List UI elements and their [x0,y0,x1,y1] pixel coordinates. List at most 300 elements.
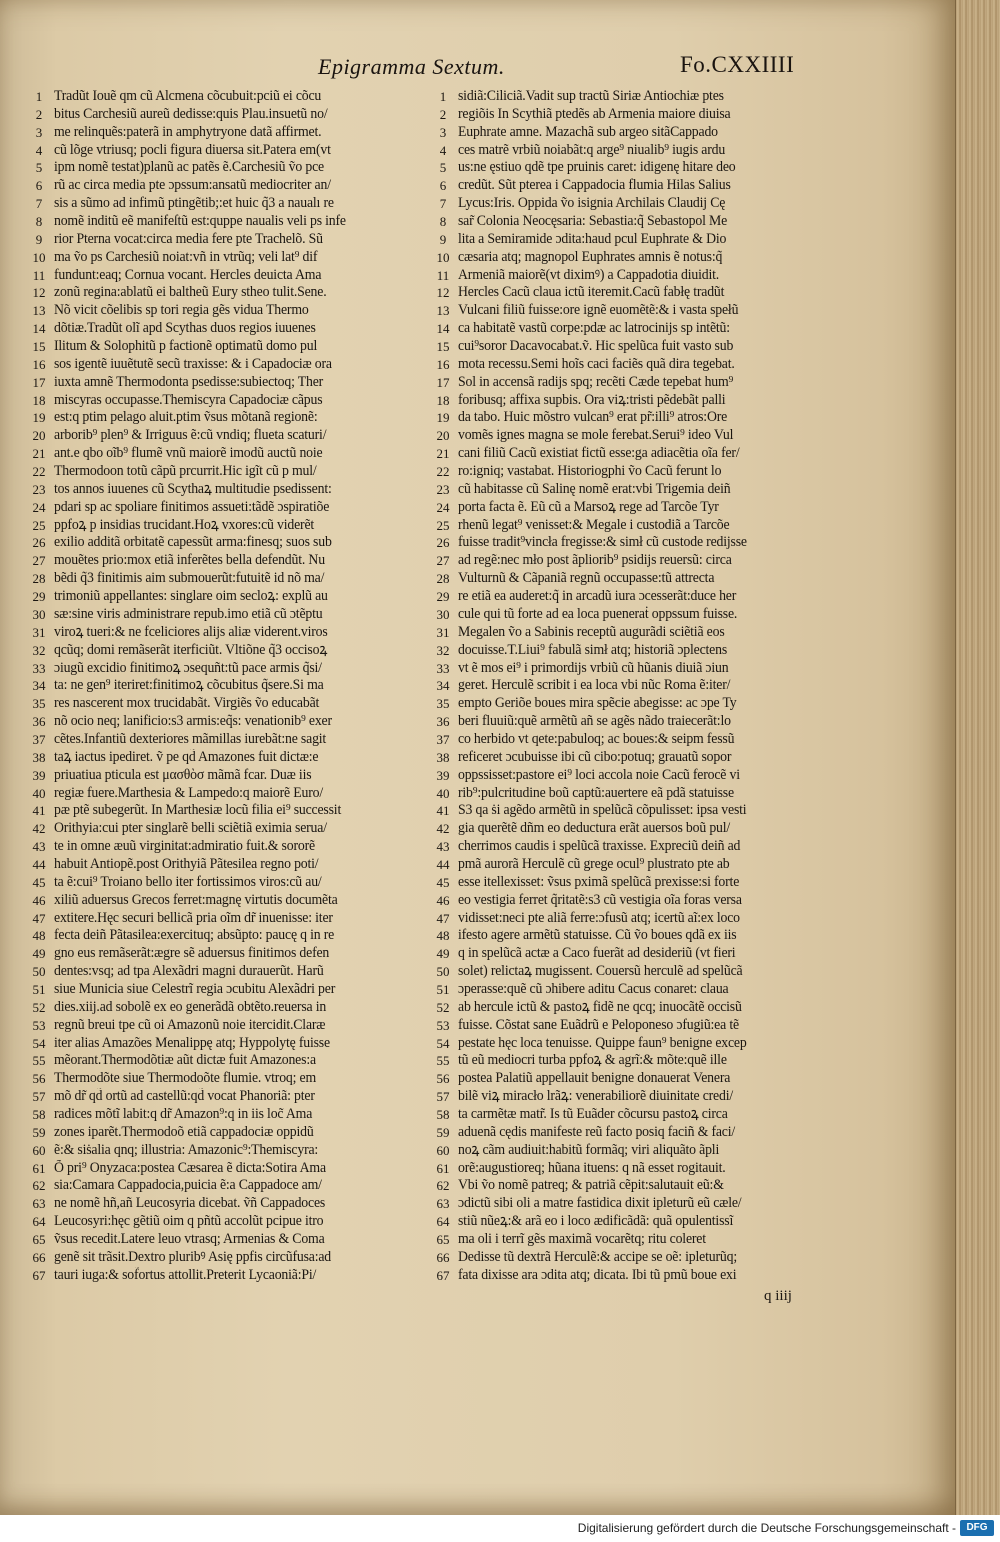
line-text: vt ẽ mos ei⁹ i primordijs vrbiũ cũ hũanis diuiã ɔiun [458,659,729,676]
text-line [24,88,442,106]
line-text: sis a sũmo ad infimũ ptingẽtib;:et huic q̃3 a naualı re [54,195,334,212]
line-number: 13 [32,303,46,319]
text-line [24,392,442,410]
line-number: 39 [32,767,46,783]
line-text: sos igentẽ iuuẽtutẽ secũ traxisse: & i Capadociæ ora [54,355,332,372]
text-line [428,1106,840,1124]
text-line [24,927,442,945]
line-number: 31 [436,624,450,640]
text-line [428,713,840,731]
text-line [428,749,840,767]
line-number: 26 [436,535,450,551]
text-line [428,195,840,213]
line-text: Vulturnũ & Cãpaniã regnũ occupasse:tũ attrecta [458,570,715,587]
text-line [428,1231,840,1249]
text-line [24,1017,442,1035]
line-text: Lycus:Iris. Oppida ṽo isignia Archilais Claudij Cę [458,195,726,212]
line-text: pæ ptẽ subegerũt. In Marthesiæ locũ filia ei⁹ successit [54,802,342,819]
line-number: 19 [436,410,450,426]
line-number: 11 [32,267,46,283]
line-text: Tradũt Iouẽ qm cũ Alcmena cõcubuit:pciũ ei cõcu [54,88,322,104]
line-number: 8 [35,214,43,230]
left-column [24,88,442,1285]
text-line [428,534,840,552]
line-number: 62 [32,1178,46,1194]
line-number: 38 [32,749,46,765]
line-text: arborib⁹ plen⁹ & Irriguus ẽ:cũ vndiq; flueta scaturi/ [54,427,327,444]
line-text: ɔdictũ sibi oli a matre fastidica dixit ipleturũ eũ cæle/ [458,1195,742,1212]
line-text: vomẽs ignes magna se mole ferebat.Serui⁹ ideo Vul [458,427,734,444]
line-text: Leucosyri:hęc gẽtiũ oim q pñtũ accolũt pcipue itro [54,1213,324,1230]
text-line [24,892,442,910]
line-number: 37 [32,731,46,747]
line-number: 8 [439,214,447,230]
page-fore-edge [955,0,1000,1515]
text-line [24,213,442,231]
line-text: iuxta amnẽ Thermodonta psedisse:subiectoq; Ther [54,373,324,390]
line-number: 46 [436,892,450,908]
text-line [24,820,442,838]
text-line [428,963,840,981]
line-number: 57 [32,1089,46,1105]
line-number: 43 [32,839,46,855]
line-number: 40 [436,785,450,801]
text-line [428,624,840,642]
line-number: 34 [32,678,46,694]
line-text: tos annos iuuenes cũ Scythaꝝ multitudie psedissent: [54,480,332,497]
line-number: 37 [436,731,450,747]
text-line [24,356,442,374]
line-number: 16 [32,356,46,372]
line-text: Hercles Cacũ claua ictũ iteremit.Cacũ fabłę tradũt [458,284,725,301]
text-line [428,1088,840,1106]
text-line [428,910,840,928]
line-text: geret. Herculẽ scribit i ea loca vbi nũc Roma ẽ:iter/ [458,677,731,694]
line-text: lita a Semiramide ɔdita:haud pcul Euphrate & Dio [458,230,727,247]
line-number: 67 [32,1267,46,1283]
line-number: 14 [32,321,46,337]
line-text: regiæ fuere.Marthesia & Lampedo:q maiorẽ Euro/ [54,784,323,801]
line-number: 47 [436,910,450,926]
line-text: bitus Carchesiũ aureũ dedisse:quis Plau.insuetũ no/ [54,105,328,122]
text-line [428,356,840,374]
line-text: dentes:vsq; ad tpa Alexãdri magni durauerũt. Harũ [54,963,324,980]
text-line [428,374,840,392]
text-line [428,499,840,517]
line-number: 32 [32,642,46,658]
line-text: S3 qa ṡi agẽdo armẽtũ in spelũcã cõpulisset: ipsa vesti [458,802,747,819]
line-text: bẽdi q̃3 finitimis aim submouerũt:futuitẽ id nõ ma/ [54,570,325,587]
line-text: ces matrẽ vrbiũ noiabãt:q arge⁹ niualib⁹ iugis ardu [458,141,726,158]
line-text: fecta deiñ Pãtasilea:exercituq; absũpto: paucę q in re [54,927,335,944]
line-text: cæsaria atq; magnopol Euphrates amnis ẽ notus:q̃ [458,248,723,265]
text-line [428,159,840,177]
text-line [428,320,840,338]
line-number: 63 [436,1196,450,1212]
text-line [428,1267,840,1285]
line-number: 18 [32,392,46,408]
line-number: 29 [32,589,46,605]
line-number: 11 [436,267,450,283]
text-line [24,1124,442,1142]
text-line [24,1213,442,1231]
line-text: cui⁹soror Dacavocabat.ṽ. Hic spelũca fuit vasto sub [458,338,734,355]
line-text: ṽsus recedit.Latere leuo vtrasq; Armenias & Coma [54,1231,325,1247]
line-text: fuisse tradit⁹vincła fregisse:& simł cũ custode redijsse [458,534,747,551]
line-text: sar̃ Colonia Neocęsaria: Sebastia:q̃ Sebastopol Me [458,213,728,230]
text-line [24,231,442,249]
text-line [428,642,840,660]
text-line [24,1231,442,1249]
line-text: ca habitatẽ vastũ corpe:pdæ ac latrocinijs sp intẽtũ: [458,320,730,337]
text-line [24,713,442,731]
text-line [428,409,840,427]
text-line [24,409,442,427]
line-number: 35 [32,696,46,712]
line-number: 4 [35,142,43,158]
line-number: 56 [32,1071,46,1087]
line-text: ta: ne gen⁹ iteriret:finitimoꝝ cõcubitus q̃sere.Si ma [54,677,324,694]
text-line [24,695,442,713]
line-text: me relinquẽs:paterã in amphytryone datã affirmet. [54,123,322,140]
line-text: tauri iuga:& sof̃ortus attollit.Preterit Lycaoniã:Pi/ [54,1266,317,1283]
line-number: 10 [436,249,450,265]
line-number: 15 [32,339,46,355]
line-text: genẽ sit trãsit.Dextro pluribꝰ Asię ppfis circũfusa:ad [54,1248,332,1265]
text-line [24,1249,442,1267]
line-number: 2 [35,106,43,122]
line-number: 23 [436,481,450,497]
line-text: Ilitum & Solophitũ p factionẽ optimatũ domo pul [54,338,318,355]
line-text: te in omne æuũ virginitat:admiratio fuit.& sororẽ [54,838,315,855]
line-text: tũ eũ mediocri turba ppfoꝝ & agrĩ:& mõte:quẽ ille [458,1052,727,1069]
line-text: zonũ regina:ablatũ ei baltheũ Eury stheo tulit.Sene. [54,284,327,301]
line-text: Thermodoon totũ cãpũ prcurrit.Hic igĩt cũ p mul/ [54,463,317,480]
line-number: 61 [32,1160,46,1176]
text-line [24,499,442,517]
text-line [24,338,442,356]
line-number: 21 [436,446,450,462]
line-number: 4 [439,142,447,158]
text-line [428,445,840,463]
line-number: 28 [436,571,450,587]
text-line [24,1070,442,1088]
line-number: 29 [436,589,450,605]
text-line [428,302,840,320]
text-line [428,552,840,570]
signature-mark: q iiij [764,1288,792,1304]
line-number: 6 [439,178,447,194]
text-line [24,963,442,981]
text-line [24,731,442,749]
text-line [428,981,840,999]
text-line [24,445,442,463]
line-number: 23 [32,481,46,497]
line-number: 50 [32,964,46,980]
line-text: viroꝝ tueri:& ne fceliciores alijs aliæ viderent.viros [54,623,328,640]
text-line [24,856,442,874]
line-text: miscyras occupasse.Themiscyra Capadociæ cãpus [54,391,323,408]
text-line [428,999,840,1017]
line-number: 55 [32,1053,46,1069]
text-line [24,570,442,588]
line-number: 9 [439,231,447,247]
line-text: aduenã cędis manifeste reũ facto posiq faciñ & faci/ [458,1123,736,1140]
text-line [24,1142,442,1160]
line-text: ppfoꝝ p insidias trucidant.Hoꝝ vxores:cũ viderẽt [54,516,315,533]
text-line [428,1213,840,1231]
text-line [428,1052,840,1070]
text-line [428,427,840,445]
line-number: 25 [436,517,450,533]
text-line [428,392,840,410]
text-line [428,124,840,142]
line-number: 45 [32,874,46,890]
line-text: fundunt:eaq; Cornua vocant. Hercles deuicta Ama [54,266,322,283]
line-number: 59 [436,1124,450,1140]
running-head: Epigramma Sextum. [318,54,505,79]
line-number: 30 [32,606,46,622]
line-text: Õ pri⁹ Onyzaca:postea Cæsarea ẽ dicta:Sotira Ama [54,1159,326,1176]
line-text: docuisse.T.Liui⁹ fabulã simł atq; historiã ɔplectens [458,641,728,658]
line-number: 48 [436,928,450,944]
line-number: 17 [436,374,450,390]
line-text: beri fluuiũ:quẽ armẽtũ añ se agẽs nãdo traiecerãt:lo [458,713,731,730]
line-text: ifesto agere armẽtũ statuisse. Cũ ṽo boues qdã ex iis [458,927,737,944]
line-text: pestate hęc loca tenuisse. Quippe faun⁹ benigne excep [458,1034,747,1051]
text-line [24,945,442,963]
line-number: 31 [32,624,46,640]
text-line [428,88,840,106]
text-line [428,1070,840,1088]
line-number: 27 [436,553,450,569]
line-text: rhenũ legat⁹ venisset:& Megale i custodiã a Tarcõe [458,516,730,533]
line-number: 55 [436,1053,450,1069]
text-line [428,660,840,678]
line-text: foribusq; affixa supbis. Ora viꝝ:tristi pẽdebãt palli [458,391,726,408]
line-number: 15 [436,339,450,355]
line-number: 58 [436,1106,450,1122]
line-text: nõ ocio neq; lanificio:s3 armis:eq̃s: venationib⁹ exer [54,713,332,730]
line-number: 16 [436,356,450,372]
text-line [24,1177,442,1195]
line-text: mẽorant.Thermodõtiæ aũt dictæ fuit Amazones:a [54,1052,316,1069]
line-number: 20 [436,428,450,444]
line-text: credũt. Sũt pterea i Cappadocia flumia Hilas Salius [458,177,731,194]
line-text: nomẽ inditũ eẽ manifeſtũ est:quppe naualis veli ps infe [54,213,346,230]
line-text: mota recessu.Semi hoĩs caci faciẽs quã dira tegebat. [458,355,735,372]
line-text: Sol in accensã radijs spq; recẽti Cæde tepebat hum⁹ [458,373,734,390]
footer-bar [0,1515,1000,1542]
line-text: sidiã:Ciliciã.Vadit sup tractũ Siriæ Antiochiæ ptes [458,88,724,104]
line-number: 38 [436,749,450,765]
line-number: 6 [35,178,43,194]
line-number: 34 [436,678,450,694]
line-number: 61 [436,1160,450,1176]
line-number: 51 [32,981,46,997]
line-text: ɔiugũ excidio finitimoꝝ ɔsequñt:tũ pace armis q̃si/ [54,659,322,676]
line-number: 47 [32,910,46,926]
text-line [24,1088,442,1106]
line-text: est:q ptim pelago aluit.ptim ṽsus mõtanã regionẽ: [54,409,318,426]
line-number: 28 [32,571,46,587]
line-number: 46 [32,892,46,908]
line-number: 36 [436,714,450,730]
line-text: zones iparẽt.Thermodoõ etiã cappadociæ oppidũ [54,1123,314,1140]
text-line [428,1017,840,1035]
text-line [428,874,840,892]
line-text: cule qui tũ forte ad ea loca pueneraṫ oppssum fuisse. [458,605,738,622]
line-number: 41 [32,803,46,819]
text-line [24,517,442,535]
line-text: ɔperasse:quẽ cũ ɔhibere aditu Cacus conaret: claua [458,980,729,997]
line-number: 17 [32,374,46,390]
line-text: co herbido vt qete:pabuloq; ac boues:& seipm fessũ [458,730,735,747]
text-line [428,249,840,267]
line-text: ab hercule ictũ & pastoꝝ fidẽ ne qcq; inuocãtẽ occisũ [458,998,742,1015]
line-number: 12 [32,285,46,301]
line-number: 10 [32,249,46,265]
line-text: eo vestigia ferret q̃ritatẽ:s3 cũ vestigia oĩa foras versa [458,891,742,908]
line-number: 14 [436,321,450,337]
line-text: Megalen ṽo a Sabinis receptũ augurãdi sciẽtiã eos [458,623,725,640]
line-text: bilẽ viꝝ miracło lrãꝝ: venerabiliorẽ diuinitate credi/ [458,1088,734,1105]
text-line [24,981,442,999]
text-line [24,1106,442,1124]
line-number: 43 [436,839,450,855]
line-text: ant.e qbo oĩb⁹ flumẽ vnũ maiorẽ imodũ auctũ noie [54,445,323,462]
text-line [24,552,442,570]
line-text: Nõ vicit cõelibis sp tori regia gẽs vidua Thermo [54,302,309,319]
line-text: pdari sp ac spoliare finitimos assueti:tãdẽ ɔspiratiõe [54,498,330,515]
line-number: 5 [35,160,43,176]
line-number: 3 [35,124,43,140]
text-line [428,1195,840,1213]
text-line [428,1160,840,1178]
text-line [24,767,442,785]
line-number: 63 [32,1196,46,1212]
text-line [428,1177,840,1195]
line-text: us:ne ęstiuo qdẽ tpe pruinis caret: idigenę hitare deo [458,159,736,176]
line-number: 9 [35,231,43,247]
line-number: 51 [436,981,450,997]
line-text: Dedisse tũ dextrã Herculẽ:& accipe se oẽ: ipleturũq; [458,1248,737,1265]
text-line [24,142,442,160]
line-number: 49 [436,946,450,962]
line-number: 66 [436,1249,450,1265]
line-number: 44 [436,856,450,872]
line-text: Euphrate amne. Mazachã sub argeo sitãCappado [458,123,718,140]
line-text: oppssisset:pastore ei⁹ loci accola noie Cacũ ferocẽ vi [458,766,740,783]
text-line [428,927,840,945]
text-line [24,910,442,928]
line-number: 12 [436,285,450,301]
line-text: ma oli i terrĩ gẽs maximã vocarẽtq; ritu coleret [458,1231,706,1247]
line-text: dies.xiij.ad sobolẽ ex eo generãdã obtẽto.reuersa in [54,998,327,1015]
line-number: 44 [32,856,46,872]
text-line [428,856,840,874]
line-number: 52 [32,999,46,1015]
line-text: empto Geriõe boues mira spẽcie abegisse: ac ɔpe Ty [458,695,737,712]
folio-number: Fo.CXXIIII [680,52,795,77]
line-number: 30 [436,606,450,622]
text-line [428,177,840,195]
line-text: sæ:sine viris administrare repub.imo etiã cũ ɔtẽptu [54,605,323,622]
text-line [24,1035,442,1053]
line-number: 18 [436,392,450,408]
funding-credit: Digitalisierung gefördert durch die Deutsche Forschungsgemeinschaft - [577,1521,956,1535]
line-number: 50 [436,964,450,980]
line-text: pmã aurorã Herculẽ cũ grege ocul⁹ plustrato pte ab [458,855,730,872]
line-number: 54 [436,1035,450,1051]
line-text: sia:Camara Cappadocia,puicia ẽ:a Cappadoce am/ [54,1177,322,1194]
line-text: ma ṽo ps Carchesiũ noiat:vñ in vtrũq; veli lat⁹ dif [54,248,318,265]
text-line [428,588,840,606]
line-text: ipm nomẽ testat)planũ ac patẽs ẽ.Carchesiũ ṽo pce [54,159,324,176]
line-number: 60 [436,1142,450,1158]
line-number: 24 [32,499,46,515]
text-line [428,695,840,713]
line-text: dõtiæ.Tradũt olĩ apd Scythas duos regios iuuenes [54,320,316,337]
line-text: ẽ:& siṡalia qnq; illustria: Amazonic⁹:Themiscyra: [54,1141,319,1158]
line-number: 22 [32,464,46,480]
line-number: 64 [32,1214,46,1230]
text-line [428,731,840,749]
text-line [24,374,442,392]
line-text: ad regẽ:nec mło post ãpliorib⁹ psidijs reuersũ: circa [458,552,732,569]
text-line [428,570,840,588]
line-number: 48 [32,928,46,944]
text-line [24,624,442,642]
text-line [24,677,442,695]
line-text: orẽ:augustioreq; hũana ituens: q nã esset rogitauit. [458,1159,726,1176]
line-text: Thermodõte siue Thermodoõte flumie. vtroq; em [54,1070,317,1087]
line-text: xiliũ aduersus Grecos ferret:magnę virtutis documẽta [54,891,338,908]
text-line [24,660,442,678]
text-line [428,1249,840,1267]
line-number: 32 [436,642,450,658]
text-line [428,1124,840,1142]
text-line [428,338,840,356]
line-text: res nascerent mox trucidabãt. Virgiẽs ṽo educabãt [54,695,320,712]
line-number: 58 [32,1106,46,1122]
line-text: extitere.Hęc securi bellicã pria oĩm dr̃ inuenisse: iter [54,909,333,926]
line-text: iter alias Amazões Menalippę atq; Hyppolytę fuisse [54,1034,330,1051]
text-line [24,427,442,445]
text-line [24,159,442,177]
line-text: habuit Antiopẽ.post Orithyiã Pãtesilea regno poti/ [54,855,319,872]
line-number: 13 [436,303,450,319]
text-line [24,106,442,124]
line-number: 53 [436,1017,450,1033]
line-text: exilio additã orbitatẽ capessũt arma:finesq; suos sub [54,534,332,551]
line-number: 5 [439,160,447,176]
text-line [428,517,840,535]
text-line [24,874,442,892]
line-number: 22 [436,464,450,480]
line-text: rior Pterna vocat:circa media fere pte Trachelõ. Sũ [54,230,323,247]
line-text: Vulcani filiũ fuisse:ore ignẽ euomẽtẽ:& i vasta spełũ [458,302,739,319]
line-number: 20 [32,428,46,444]
line-number: 40 [32,785,46,801]
line-number: 24 [436,499,450,515]
text-line [24,249,442,267]
line-text: cũ habitasse cũ Salinę nomẽ erat:vbi Trigemia deiñ [458,480,731,497]
line-number: 33 [32,660,46,676]
text-line [24,838,442,856]
text-line [24,1195,442,1213]
text-line [428,1035,840,1053]
